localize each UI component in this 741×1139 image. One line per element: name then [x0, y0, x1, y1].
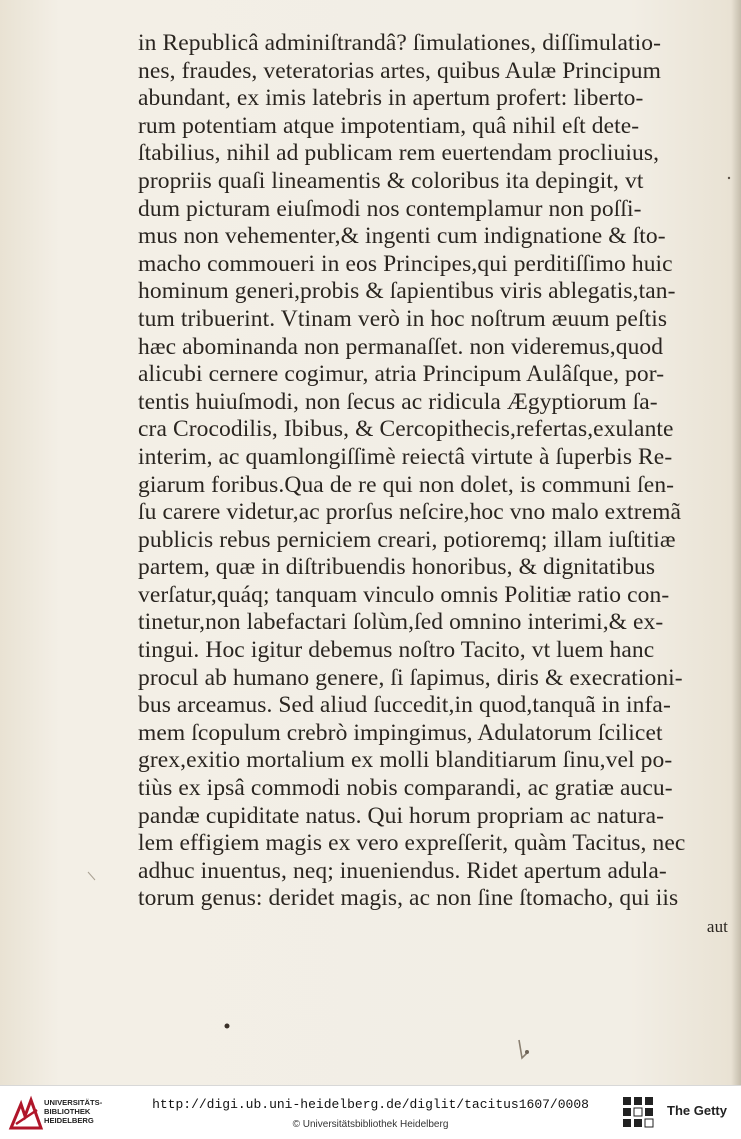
text-line: abundant, ex imis latebris in apertum profert: liberto- [138, 85, 644, 112]
text-line: grex,exitio mortalium ex molli blanditiarum ſinu,vel po- [138, 747, 673, 774]
institution-line: BIBLIOTHEK [44, 1107, 91, 1116]
text-line: dum picturam eiuſmodi nos contemplamur non poſſi- [138, 195, 642, 222]
text-line: macho commoueri in eos Principes,qui perditiſſimo huic [138, 250, 673, 277]
catchword: aut [706, 917, 728, 936]
text-line: tinetur,non labefactari ſolùm,ſed omnino interimi,& ex- [138, 609, 664, 636]
text-line: ſtabilius, nihil ad publicam rem euertendam procliuius, [138, 140, 660, 167]
text-line: interim, ac quamlongiſſimè reiectâ virtute à ſuperbis Re- [138, 443, 673, 470]
text-line: verſatur,quáq; tanquam vinculo omnis Politiæ ratio con- [138, 581, 670, 608]
latin-text-block [138, 30, 738, 941]
text-line: tentis huiuſmodi, non ſecus ac ridicula Ægyptiorum ſa- [138, 388, 658, 415]
text-line: adhuc inuentus, neq; inueniendus. Ridet apertum adula- [138, 857, 667, 884]
text-line: cra Crocodilis, Ibibus, & Cercopithecis,refertas,exulante [138, 416, 674, 443]
text-line: in Republicâ adminiſtrandâ? ſimulationes, diſſimulatio- [138, 30, 662, 56]
text-line: tum tribuerint. Vtinam verò in hoc noſtrum æuum peſtis [138, 305, 668, 332]
text-line: giarum foribus.Qua de re qui non dolet, is communi ſen- [138, 471, 675, 498]
text-line: nes, fraudes, veteratorias artes, quibus Aulæ Principum [138, 57, 662, 84]
text-line: mem ſcopulum crebrò impingimus, Adulatorum ſcilicet [138, 719, 663, 746]
text-line: rum potentiam atque impotentiam, quâ nihil eſt dete- [138, 112, 640, 139]
text-line: partem, quæ in diſtribuendis honoribus, & dignitatibus [138, 554, 656, 581]
footer-bar [0, 1085, 741, 1139]
text-line: pandæ cupiditate natus. Qui horum propriam ac natura- [138, 802, 665, 829]
text-line: ſu carere videtur,ac prorſus neſcire,hoc vno malo extremã [138, 499, 682, 526]
text-line: mus non vehementer,& ingenti cum indignatione & ſto- [138, 223, 666, 250]
institution-line: UNIVERSITÄTS- [44, 1098, 103, 1107]
text-line: hominum generi,probis & ſapientibus viris ablegatis,tan- [138, 278, 676, 305]
text-line: procul ab humano genere, ſi ſapimus, diris & execrationi- [138, 664, 683, 691]
text-line: propriis quaſi lineamentis & coloribus ita depingit, vt [138, 167, 644, 194]
permalink-url[interactable]: http://digi.ub.uni-heidelberg.de/diglit/tacitus1607/0008 [152, 1097, 589, 1112]
partner-name: The Getty [667, 1103, 727, 1118]
text-line: alicubi cernere cogimur, atria Principum Aulâſque, por- [138, 361, 665, 388]
text-line: tingui. Hoc igitur debemus noſtro Tacito, vt luem hanc [138, 637, 655, 664]
text-line: torum genus: deridet magis, ac non ſine ſtomacho, qui iis [138, 885, 679, 912]
text-line: tiùs ex ipsâ commodi nobis comparandi, ac gratiæ aucu- [138, 775, 673, 802]
text-line: hæc abominanda non permanaſſet. non videremus,quod [138, 333, 664, 360]
text-line: publicis rebus perniciem creari, potioremq; illam iuſtitiæ [138, 526, 676, 553]
getty-logo-icon [620, 1094, 656, 1130]
text-line: lem effigiem magis ex vero expreſſerit, quàm Tacitus, nec [138, 830, 686, 857]
copyright-notice: © Universitätsbibliothek Heidelberg [292, 1119, 449, 1130]
text-line: bus arceamus. Sed aliud ſuccedit,in quod,tanquã in infa- [138, 692, 671, 719]
institution-line: HEIDELBERG [44, 1116, 94, 1125]
